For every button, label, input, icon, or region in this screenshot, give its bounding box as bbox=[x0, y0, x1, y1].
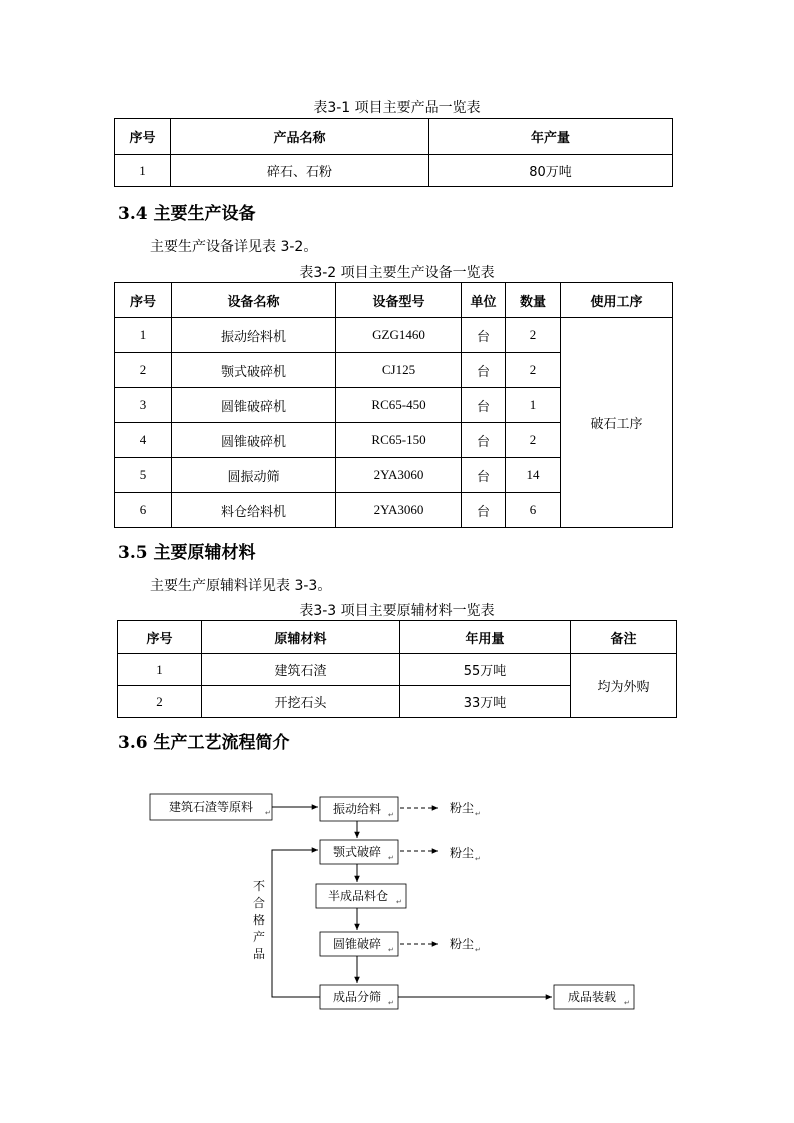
table-header: 备注 bbox=[571, 621, 677, 654]
table-cell: 建筑石渣 bbox=[202, 654, 400, 686]
cone-crush-label: 圆锥破碎 bbox=[332, 937, 382, 951]
table-cell: 台 bbox=[462, 493, 506, 528]
table-header: 使用工序 bbox=[561, 283, 673, 318]
product-loading-label: 成品装载 bbox=[567, 990, 617, 1004]
semi-product-bin-label: 半成品料仓 bbox=[327, 889, 389, 903]
table-cell: 料仓给料机 bbox=[172, 493, 336, 528]
table-cell: 2 bbox=[506, 318, 561, 353]
table-caption: 表3-1 项目主要产品一览表 bbox=[313, 100, 481, 116]
note-cell: 均为外购 bbox=[571, 654, 677, 718]
screening-label: 成品分筛 bbox=[332, 990, 382, 1004]
table-cell: 2YA3060 bbox=[336, 493, 462, 528]
table-cell: 圆锥破碎机 bbox=[172, 423, 336, 458]
jaw-crush-label: 颚式破碎 bbox=[332, 845, 382, 859]
table-cell: 台 bbox=[462, 353, 506, 388]
paragraph-mark: ↵ bbox=[475, 810, 481, 818]
table-cell: 颚式破碎机 bbox=[172, 353, 336, 388]
table-cell: 6 bbox=[506, 493, 561, 528]
table-header: 设备名称 bbox=[172, 283, 336, 318]
paragraph-mark: ↵ bbox=[624, 999, 630, 1007]
table-cell: 碎石、石粉 bbox=[171, 155, 429, 187]
table-cell: 台 bbox=[462, 318, 506, 353]
paragraph-mark: ↵ bbox=[388, 999, 394, 1007]
table-cell: 1 bbox=[118, 654, 202, 686]
table-cell: 55万吨 bbox=[400, 654, 571, 686]
table-cell: 2 bbox=[506, 423, 561, 458]
section-heading: 3.6 生产工艺流程简介 bbox=[118, 733, 290, 753]
table-header: 数量 bbox=[506, 283, 561, 318]
table-cell: 2 bbox=[118, 686, 202, 718]
table-cell: 5 bbox=[115, 458, 172, 493]
table-cell: 台 bbox=[462, 423, 506, 458]
table-cell: RC65-450 bbox=[336, 388, 462, 423]
table-header: 序号 bbox=[118, 621, 202, 654]
table-header: 单位 bbox=[462, 283, 506, 318]
table-cell: 1 bbox=[506, 388, 561, 423]
table-cell: 33万吨 bbox=[400, 686, 571, 718]
table-header: 原辅材料 bbox=[202, 621, 400, 654]
raw-material-label: 建筑石渣等原料 bbox=[168, 800, 254, 814]
table-header: 年产量 bbox=[429, 119, 673, 155]
reject-label-char: 格 bbox=[252, 913, 266, 927]
reject-label-char: 不 bbox=[252, 879, 266, 893]
table-cell: 6 bbox=[115, 493, 172, 528]
paragraph-mark: ↵ bbox=[388, 811, 394, 819]
table-header: 年用量 bbox=[400, 621, 571, 654]
reject-label-char: 产 bbox=[252, 930, 266, 944]
paragraph: 主要生产原辅料详见表 3-3。 bbox=[150, 578, 332, 594]
section-heading: 3.4 主要生产设备 bbox=[118, 204, 256, 224]
table-cell: 2YA3060 bbox=[336, 458, 462, 493]
paragraph-mark: ↵ bbox=[388, 946, 394, 954]
table-header: 产品名称 bbox=[171, 119, 429, 155]
reject-label-char: 品 bbox=[252, 947, 266, 961]
table-header: 序号 bbox=[115, 119, 171, 155]
table-caption: 表3-3 项目主要原辅材料一览表 bbox=[299, 603, 495, 619]
table-cell: 1 bbox=[115, 155, 171, 187]
table-cell: CJ125 bbox=[336, 353, 462, 388]
table-cell: GZG1460 bbox=[336, 318, 462, 353]
table-cell: 80万吨 bbox=[429, 155, 673, 187]
vibrating-feed-label: 振动给料 bbox=[332, 802, 382, 816]
table-cell: 振动给料机 bbox=[172, 318, 336, 353]
table-cell: 4 bbox=[115, 423, 172, 458]
table-cell: 圆锥破碎机 bbox=[172, 388, 336, 423]
paragraph: 主要生产设备详见表 3-2。 bbox=[150, 239, 318, 255]
table-cell: 2 bbox=[115, 353, 172, 388]
table-cell: 14 bbox=[506, 458, 561, 493]
paragraph-mark: ↵ bbox=[396, 898, 402, 906]
table-header: 设备型号 bbox=[336, 283, 462, 318]
table-cell: 开挖石头 bbox=[202, 686, 400, 718]
reject-label bbox=[253, 879, 265, 961]
table-cell: 圆振动筛 bbox=[172, 458, 336, 493]
table-cell: 1 bbox=[115, 318, 172, 353]
dust-label: 粉尘 bbox=[450, 937, 475, 951]
reject-return-line bbox=[272, 850, 320, 997]
paragraph-mark: ↵ bbox=[475, 855, 481, 863]
paragraph-mark: ↵ bbox=[475, 946, 481, 954]
table-cell: 2 bbox=[506, 353, 561, 388]
reject-label-char: 合 bbox=[252, 896, 266, 910]
table-cell: 3 bbox=[115, 388, 172, 423]
dust-label: 粉尘 bbox=[450, 846, 475, 860]
table-cell: 台 bbox=[462, 388, 506, 423]
section-heading: 3.5 主要原辅材料 bbox=[118, 543, 256, 563]
table-cell: RC65-150 bbox=[336, 423, 462, 458]
table-cell: 台 bbox=[462, 458, 506, 493]
dust-label: 粉尘 bbox=[450, 801, 475, 815]
table-caption: 表3-2 项目主要生产设备一览表 bbox=[299, 265, 495, 281]
paragraph-mark: ↵ bbox=[388, 854, 394, 862]
process-cell: 破石工序 bbox=[561, 318, 673, 528]
table-header: 序号 bbox=[115, 283, 172, 318]
paragraph-mark: ↵ bbox=[265, 809, 271, 817]
